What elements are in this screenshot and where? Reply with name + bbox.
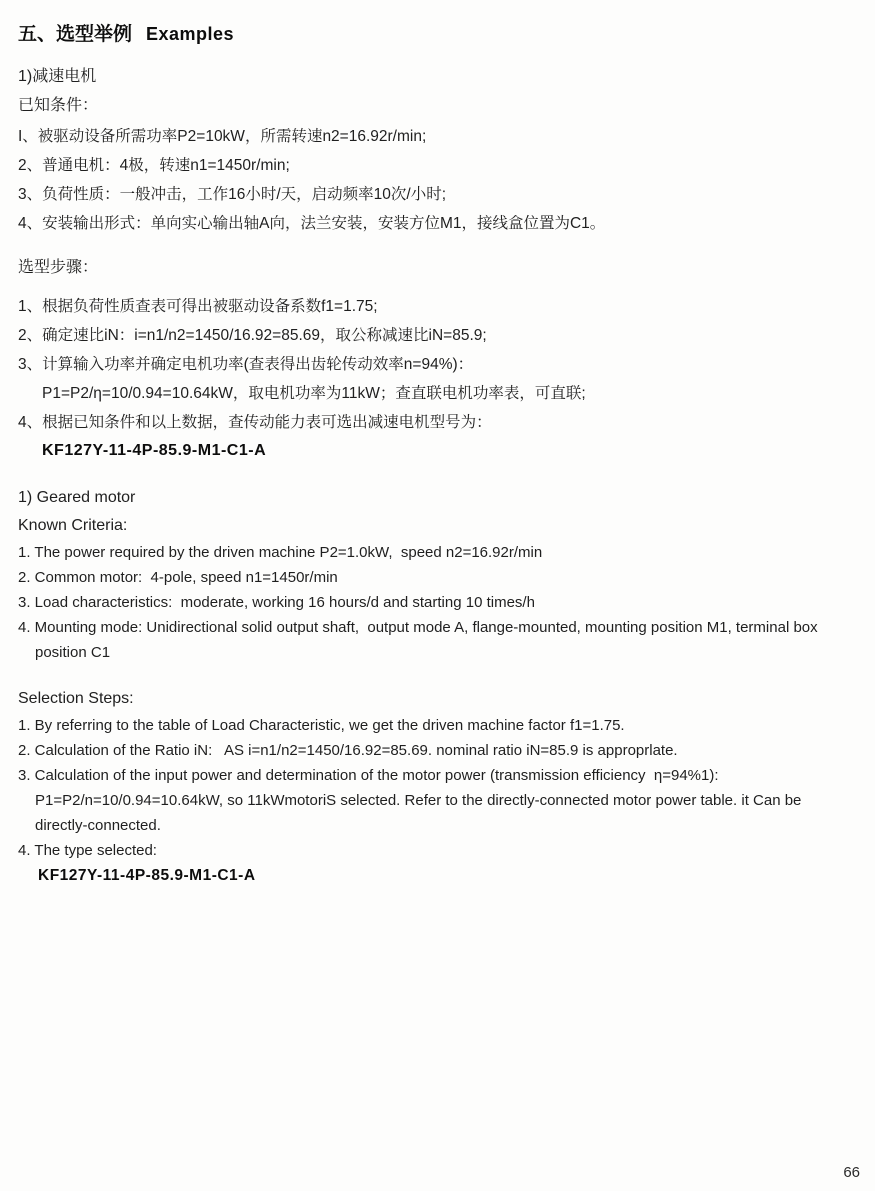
zh-known-item: 3、负荷性质：一般冲击，工作16小时/天，启动频率10次/小时; — [18, 186, 447, 203]
zh-known-list — [18, 122, 863, 238]
zh-step: 4、根据已知条件和以上数据，查传动能力表可选出减速电机型号为： — [18, 414, 492, 431]
zh-known-heading: 已知条件： — [18, 97, 99, 114]
en-step: 2. Calculation of the Ratio iN: AS i=n1/n2=1450/16.92=85.69. nominal ratio iN=85.9 is approprlate. — [18, 742, 678, 759]
en-known-item: 3. Load characteristics: moderate, working 16 hours/d and starting 10 times/h — [18, 594, 535, 611]
page-title — [18, 22, 863, 47]
zh-model-code: KF127Y-11-4P-85.9-M1-C1-A — [42, 442, 267, 459]
en-known-list — [18, 540, 863, 665]
en-section — [18, 485, 863, 888]
zh-section — [18, 65, 863, 465]
zh-steps-list — [18, 292, 863, 465]
en-step: 4. The type selected: — [18, 842, 157, 859]
zh-step: 1、根据负荷性质查表可得出被驱动设备系数f1=1.75; — [18, 298, 378, 315]
en-steps-heading: Selection Steps: — [18, 690, 134, 707]
page-title-zh: 五、选型举例 — [18, 24, 133, 45]
page-content — [18, 22, 863, 888]
zh-known-item: 2、普通电机：4极，转速n1=1450r/min; — [18, 157, 290, 174]
en-step-3-detail: P1=P2/n=10/0.94=10.64kW, so 11kWmotoriS selected. Refer to the directly-connected motor power table. it Can be directly-connected. — [35, 792, 806, 834]
en-known-heading: Known Criteria: — [18, 517, 128, 534]
zh-step: 3、计算输入功率并确定电机功率(查表得出齿轮传动效率n=94%)： — [18, 356, 474, 373]
en-section-heading: 1) Geared motor — [18, 489, 136, 506]
zh-step: 2、确定速比iN：i=n1/n2=1450/16.92=85.69，取公称减速比iN=85.9; — [18, 327, 487, 344]
zh-step-3-detail: P1=P2/η=10/0.94=10.64kW，取电机功率为11kW；查直联电机功率表，可直联; — [42, 385, 586, 402]
en-step: 1. By referring to the table of Load Characteristic, we get the driven machine factor f1=1.75. — [18, 717, 625, 734]
en-known-item: 4. Mounting mode: Unidirectional solid output shaft, output mode A, flange-mounted, mounting position M1, terminal box position C1 — [18, 619, 826, 661]
zh-known-item: 4、安装输出形式：单向实心输出轴A向，法兰安装，安装方位M1，接线盒位置为C1。 — [18, 215, 606, 232]
zh-section-heading: 1)减速电机 — [18, 68, 97, 85]
en-steps-list — [18, 713, 863, 888]
en-model-code: KF127Y-11-4P-85.9-M1-C1-A — [38, 867, 256, 884]
zh-known-item: I、被驱动设备所需功率P2=10kW，所需转速n2=16.92r/min; — [18, 128, 427, 145]
en-known-item: 2. Common motor: 4-pole, speed n1=1450r/min — [18, 569, 338, 586]
zh-steps-heading: 选型步骤： — [18, 259, 99, 276]
page-number: 66 — [843, 1164, 860, 1181]
page-title-en: Examples — [146, 24, 235, 44]
en-known-item: 1. The power required by the driven machine P2=1.0kW, speed n2=16.92r/min — [18, 544, 543, 561]
en-step: 3. Calculation of the input power and determination of the motor power (transmission efficiency η=94%1): — [18, 767, 719, 784]
